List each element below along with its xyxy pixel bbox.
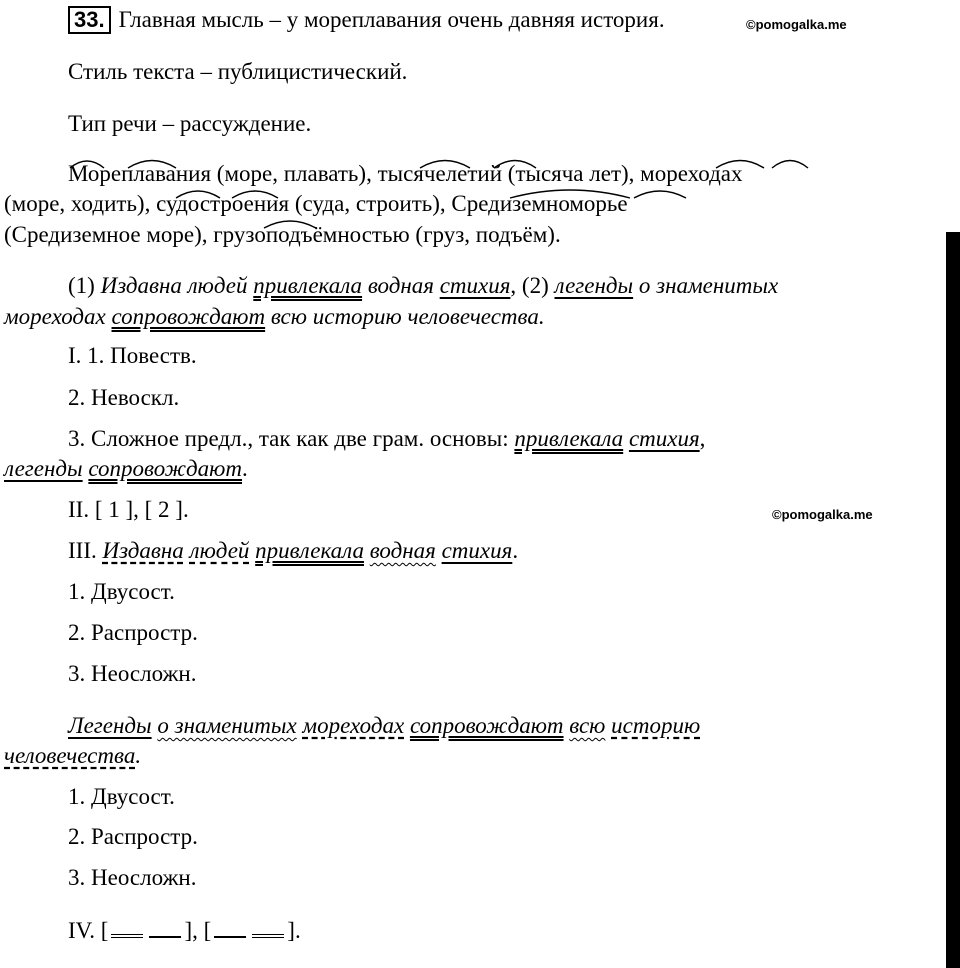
- subject-2: легенды: [554, 273, 634, 298]
- subject-mark: [214, 918, 246, 938]
- predicate-mark: [111, 916, 143, 938]
- subject-1: стихия: [441, 538, 513, 563]
- sentence-text: о знаменитых: [633, 273, 779, 298]
- main-idea: Главная мысль – у мореплавания очень давняя история.: [118, 7, 665, 32]
- word-6-roots: (груз, подъём).: [409, 222, 561, 247]
- part-1-number: (1): [68, 273, 101, 298]
- subject-2: легенды: [4, 456, 83, 481]
- word-2-roots: (тысяча лет),: [502, 161, 641, 186]
- analysis-a1: 1. Двусост.: [68, 579, 175, 604]
- predicate-2: сопровождают: [88, 456, 242, 481]
- predicate-1: привлекала: [255, 538, 364, 563]
- bracket-close: ].: [287, 918, 301, 943]
- punct: .: [135, 743, 142, 768]
- analysis-b2: 2. Распростр.: [68, 824, 198, 849]
- analysis-a2: 2. Распростр.: [68, 620, 198, 645]
- analysis-iv: [68, 916, 301, 945]
- analysis-i3: [68, 425, 705, 453]
- word-4-roots: (суда, строить),: [289, 191, 452, 216]
- analysis-second-part-cont: [4, 742, 141, 770]
- subject-2: Легенды: [68, 713, 152, 738]
- predicate-2: сопровождают: [111, 304, 266, 329]
- speech-type-line: Тип речи – рассуждение.: [68, 111, 312, 136]
- sentence-text: Издавна людей: [100, 273, 254, 298]
- predicate-1: привлекала: [514, 426, 624, 451]
- analysis-i3-cont: [4, 455, 248, 483]
- word-1: Мореплавания: [68, 161, 212, 186]
- subject-mark: [149, 918, 181, 938]
- analysis-label: III.: [68, 538, 103, 563]
- sentence-line-1: [68, 272, 778, 300]
- main-idea-line: [68, 6, 665, 34]
- analysis-second-part: [68, 712, 700, 740]
- subject-1: стихия: [439, 273, 511, 298]
- analysis-i2: 2. Невоскл.: [68, 385, 180, 410]
- task-number: 33.: [68, 6, 111, 34]
- subject-1: стихия: [628, 426, 700, 451]
- analysis-ii: II. [ 1 ], [ 2 ].: [68, 497, 189, 522]
- adverbial: Издавна: [102, 538, 184, 563]
- word-6: грузоподъёмностью: [213, 222, 410, 247]
- punct: .: [241, 456, 248, 481]
- analysis-b3: 3. Неосложн.: [68, 865, 197, 890]
- word-5-roots: (Средиземное море),: [4, 222, 214, 247]
- attribute: водная: [369, 538, 436, 563]
- word-3-roots: (море, ходить),: [4, 191, 157, 216]
- style-line: Стиль текста – публицистический.: [68, 59, 408, 84]
- sentence-line-2: [4, 303, 545, 331]
- analysis-iii: [68, 537, 518, 565]
- analysis-a3: 3. Неосложн.: [68, 661, 197, 686]
- analysis-text: 3. Сложное предл., так как две грам. основы:: [68, 426, 515, 451]
- predicate-2: сопровождают: [409, 713, 564, 738]
- watermark: ©pomogalka.me: [746, 17, 847, 32]
- attribute: о знаменитых: [157, 713, 297, 738]
- object: людей: [189, 538, 250, 563]
- punct: ,: [699, 426, 706, 451]
- analysis-i1: I. 1. Повеств.: [68, 343, 197, 368]
- bracket-sep: ], [: [184, 918, 212, 943]
- word-4: судостроения: [156, 191, 290, 216]
- word-5: Средиземноморье: [451, 191, 628, 216]
- object: историю: [611, 713, 701, 738]
- page-edge-bar: [946, 232, 960, 968]
- attribute: всю: [569, 713, 606, 738]
- analysis-b1: 1. Двусост.: [68, 784, 175, 809]
- roots-line-3: [4, 221, 561, 249]
- predicate-1: привлекала: [253, 273, 363, 298]
- roots-line-1: [68, 160, 743, 188]
- word-3: мореходах: [640, 161, 743, 186]
- word-2: тысячелетий: [377, 161, 503, 186]
- object: мореходах: [302, 713, 405, 738]
- word-1-roots: (море, плавать),: [211, 161, 378, 186]
- object: человечества: [4, 743, 136, 768]
- predicate-mark: [252, 916, 284, 938]
- sentence-text: водная: [362, 273, 440, 298]
- part-2-number: , (2): [510, 273, 555, 298]
- sentence-text: мореходах: [4, 304, 112, 329]
- punct: .: [512, 538, 519, 563]
- watermark: ©pomogalka.me: [772, 507, 873, 522]
- bracket-open: IV. [: [68, 918, 109, 943]
- sentence-text: всю историю человечества.: [265, 304, 545, 329]
